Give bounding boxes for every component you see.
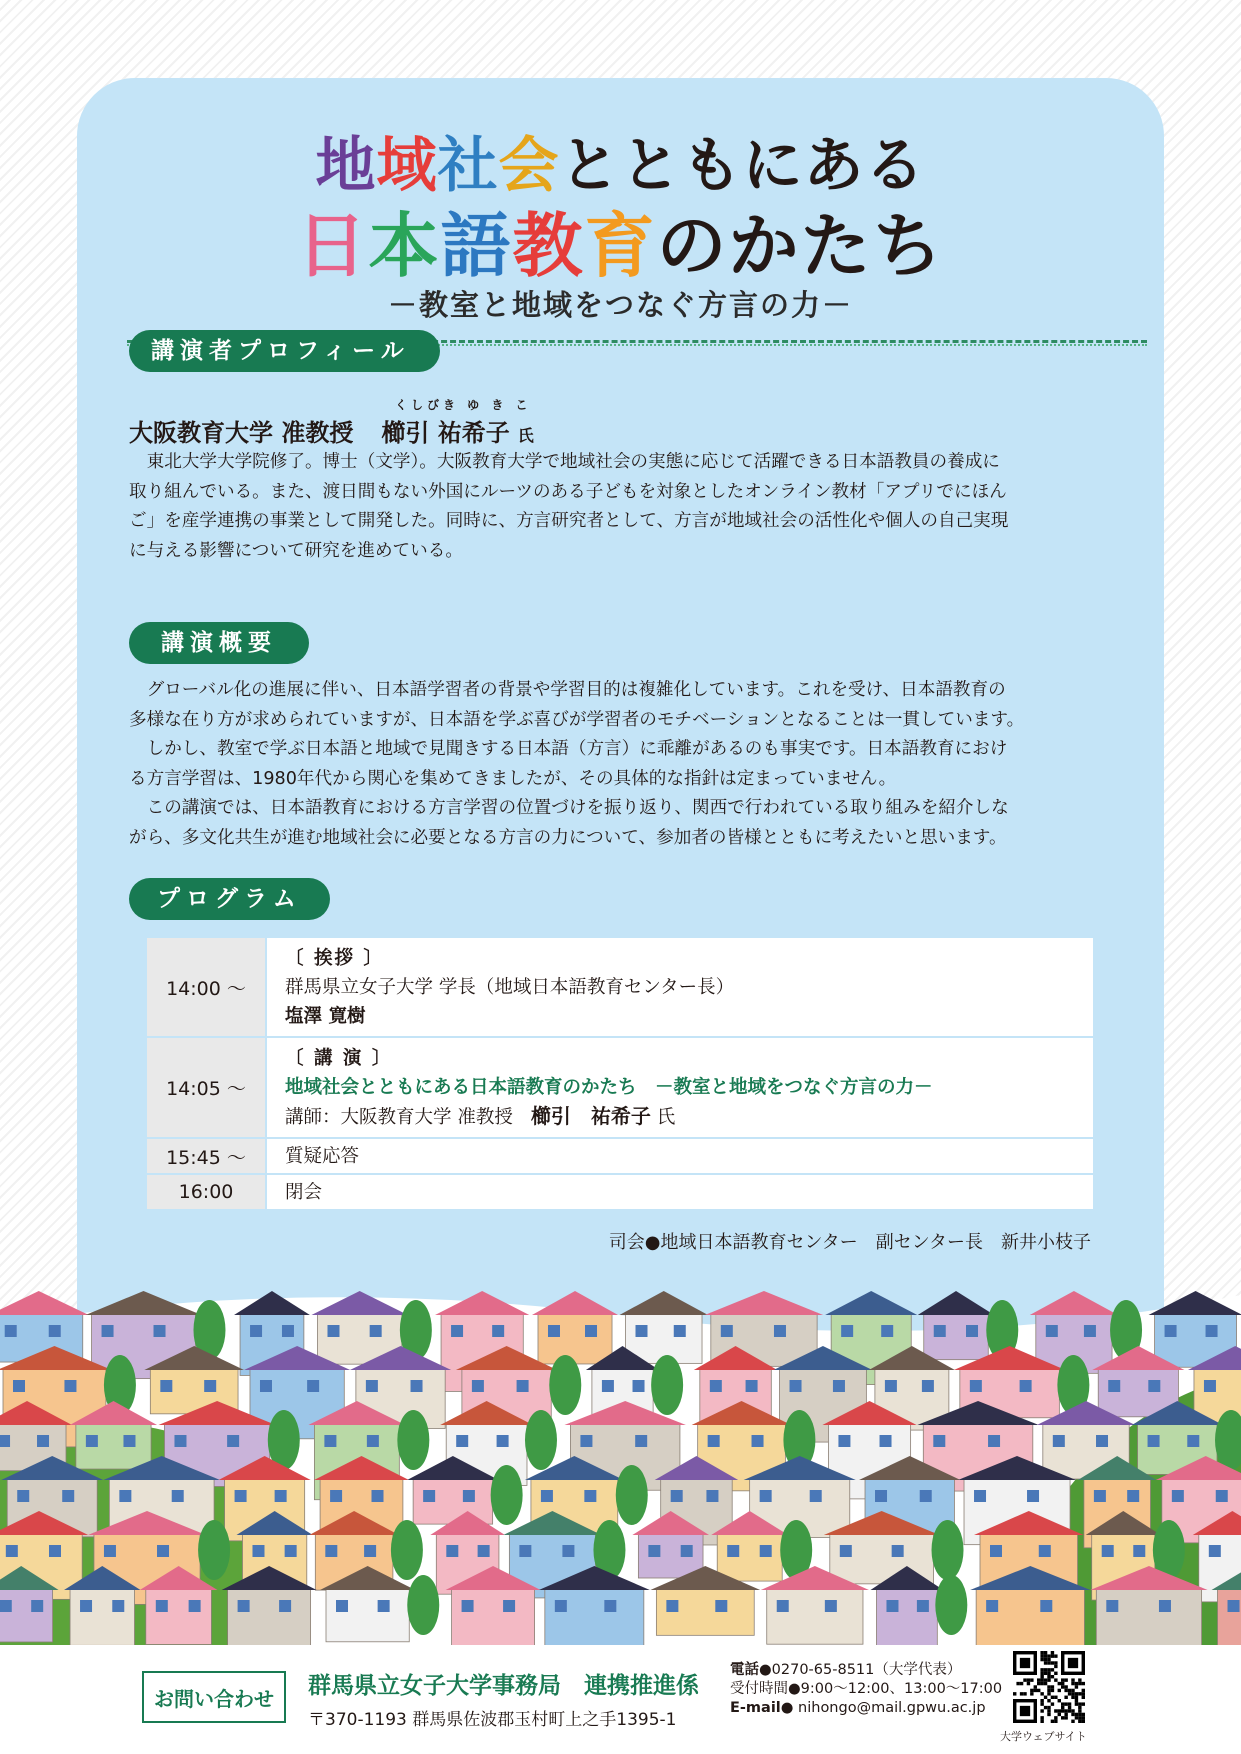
lecturer-suffix: 氏 — [656, 1107, 676, 1128]
tree-icon — [932, 1520, 964, 1580]
tel-label: 電話● — [730, 1662, 772, 1678]
program-lecture-title: 地域社会とともにある日本語教育のかたち －教室と地域をつなぐ方言の力－ — [285, 1077, 933, 1098]
program-desc: 閉会 — [285, 1182, 323, 1203]
speaker-name-ruby: くしびき ゆ き こ — [395, 398, 532, 412]
hours: 9:00～12:00、13:00～17:00 — [800, 1681, 1003, 1697]
bio-line: 東北大学大学院修了。博士（文学）。大阪教育大学で地域社会の実態に応じて活躍できる日本語教員の養成に — [146, 452, 1000, 472]
program-desc — [267, 1038, 1093, 1137]
program-time: 14:00 ～ — [147, 938, 267, 1036]
footer-address: 〒370-1193 群馬県佐波郡玉村町上之手1395-1 — [308, 1710, 677, 1730]
program-row — [147, 1139, 1093, 1175]
program-lecturer — [285, 1102, 1093, 1132]
program-time: 14:05 ～ — [147, 1038, 267, 1137]
speaker-name: 櫛引 祐希子 — [381, 419, 510, 447]
overview-line: 多様な在り方が求められていますが、日本語を学ぶ喜びが学習者のモチベーションとなることは一貫しています。 — [129, 709, 1025, 730]
title-char: 社 — [437, 131, 499, 201]
tel-number: 0270-65-8511（大学代表） — [771, 1662, 962, 1678]
tree-icon — [407, 1575, 439, 1635]
tree-icon — [491, 1465, 523, 1525]
footer — [0, 1645, 1241, 1754]
lecturer-name: 櫛引 祐希子 — [530, 1104, 651, 1128]
tree-icon — [397, 1410, 429, 1470]
program-row — [147, 938, 1093, 1038]
title-char: 域 — [376, 131, 438, 201]
speaker-line — [129, 413, 534, 448]
town-illustration — [0, 1255, 1241, 1645]
footer-org: 群馬県立女子大学事務局 連携推進係 — [308, 1673, 699, 1699]
title-char: 語 — [440, 205, 513, 287]
lecturer-prefix: 講師：大阪教育大学 准教授 — [285, 1107, 513, 1128]
title-line-2 — [77, 190, 1164, 291]
title-line-1-rest: とともにある — [559, 131, 926, 201]
bio-line: 取り組んでいる。また、渡日間もない外国にルーツのある子どもを対象としたオンライン教材「アプリでにほん — [129, 481, 1007, 502]
qr-code-icon[interactable] — [1013, 1651, 1085, 1723]
program-table — [147, 938, 1093, 1209]
program-tag: 〔 講 演 〕 — [285, 1048, 393, 1069]
program-heading: プログラム — [129, 878, 330, 920]
tree-icon — [549, 1355, 581, 1415]
program-time: 16:00 — [147, 1175, 267, 1209]
title-char: 本 — [368, 205, 441, 287]
overview-line: しかし、教室で学ぶ日本語と地域で見聞きする日本語（方言）に乖離があるのも事実です。日本語教育におけ — [146, 739, 1008, 759]
program-row — [147, 1175, 1093, 1209]
title-line-2-rest: のかたち — [656, 205, 945, 287]
program-tag: 〔 挨拶 〕 — [285, 948, 384, 969]
overview-text — [129, 676, 1139, 853]
tree-icon — [651, 1355, 683, 1415]
speaker-affiliation: 大阪教育大学 准教授 — [129, 419, 354, 447]
profile-heading: 講演者プロフィール — [129, 330, 440, 372]
qr-caption: 大学ウェブサイト — [1000, 1730, 1087, 1743]
program-detail: 群馬県立女子大学 学長（地域日本語教育センター長） — [285, 977, 735, 998]
bio-line: に与える影響について研究を進めている。 — [129, 540, 463, 561]
profile-bio — [129, 448, 1139, 566]
title-char: 会 — [498, 131, 560, 201]
bio-line: ご」を産学連携の事業として開発した。同時に、方言研究者として、方言が地域社会の活性化や個人の自己実現 — [129, 511, 1009, 531]
program-desc: 質疑応答 — [285, 1146, 360, 1167]
program-person: 塩澤 寛樹 — [285, 1006, 366, 1027]
title-colored-chars-2 — [297, 190, 657, 291]
hours-label: 受付時間● — [730, 1681, 801, 1697]
overview-line: がら、多文化共生が進む地域社会に必要となる方言の力について、参加者の皆様とともに考えたいと思います。 — [129, 827, 1007, 848]
host-credit: 司会●地域日本語教育センター 副センター長 新井小枝子 — [608, 1232, 1091, 1253]
tree-icon — [198, 1520, 230, 1580]
title-char: 日 — [296, 205, 369, 287]
title-char: 教 — [512, 205, 585, 287]
overview-line: この講演では、日本語教育における方言学習の位置づけを振り返り、関西で行われている取り組みを紹介しな — [146, 798, 1009, 818]
tree-icon — [391, 1520, 423, 1580]
title-char: 育 — [584, 205, 657, 287]
email-address[interactable]: nihongo@mail.gpwu.ac.jp — [798, 1700, 986, 1716]
speaker-honorific: 氏 — [517, 426, 534, 445]
email-label: E-mail● — [730, 1700, 794, 1716]
contact-label: お問い合わせ — [142, 1671, 286, 1723]
title-char: 地 — [315, 131, 377, 201]
overview-line: グローバル化の進展に伴い、日本語学習者の背景や学習目的は複雑化しています。これを受け、日本語教育の — [146, 680, 1006, 700]
tree-icon — [525, 1410, 557, 1470]
tree-icon — [616, 1465, 648, 1525]
tree-icon — [935, 1575, 967, 1635]
program-desc — [267, 938, 1093, 1036]
overview-line: る方言学習は、1980年代から関心を集めてきましたが、その具体的な指針は定まっていません。 — [129, 768, 897, 789]
overview-heading: 講演概要 — [129, 622, 309, 664]
footer-contact-info — [730, 1661, 1002, 1718]
program-row — [147, 1038, 1093, 1139]
program-time: 15:45 ～ — [147, 1139, 267, 1173]
subtitle: －教室と地域をつなぐ方言の力－ — [387, 288, 853, 322]
